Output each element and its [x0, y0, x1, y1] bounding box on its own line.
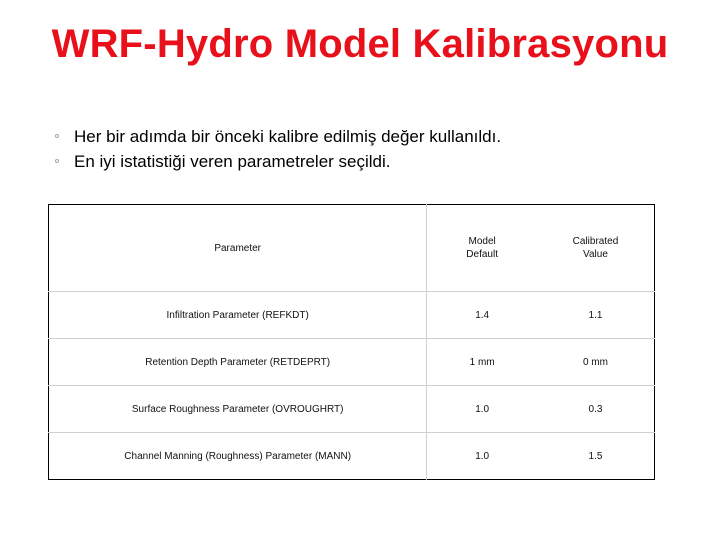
- cell-calibrated-value: 0.3: [537, 386, 655, 433]
- cell-model-default: 1.0: [475, 450, 490, 462]
- slide-title: WRF-Hydro Model Kalibrasyonu: [51, 22, 669, 66]
- cell-parameter: Channel Manning (Roughness) Parameter (MANN): [49, 433, 427, 480]
- bullet-item: [52, 124, 501, 149]
- table-header-row: [49, 205, 655, 292]
- bullet-text: Her bir adımda bir önceki kalibre edilmiş değer kullanıldı.: [74, 127, 502, 146]
- header-model-default: [427, 205, 537, 292]
- table-row: [49, 386, 655, 433]
- cell-calibrated-value: 1.1: [537, 292, 655, 339]
- header-parameter: [49, 205, 427, 292]
- bullet-text: En iyi istatistiği veren parametreler seçildi.: [74, 152, 391, 171]
- header-model-default-label: Model Default: [466, 236, 498, 260]
- bullet-item: [52, 149, 501, 174]
- header-parameter-label: Parameter: [214, 242, 262, 254]
- cell-calibrated-value: 1.5: [588, 450, 603, 462]
- cell-parameter: Infiltration Parameter (REFKDT): [49, 292, 427, 339]
- header-calibrated-value-label: Calibrated Value: [572, 236, 619, 260]
- bullet-circle-icon: [55, 134, 59, 138]
- cell-calibrated-value: 0 mm: [537, 339, 655, 386]
- cell-parameter: Retention Depth Parameter (RETDEPRT): [49, 339, 427, 386]
- cell-model-default: 1.4: [427, 292, 537, 339]
- table-row: [49, 433, 655, 480]
- bullet-list: [52, 124, 501, 174]
- table-row: [49, 292, 655, 339]
- bullet-circle-icon: [55, 159, 59, 163]
- cell-model-default: 1 mm: [427, 339, 537, 386]
- cell-model-default: 1.0: [427, 386, 537, 433]
- parameter-table: [48, 204, 655, 480]
- cell-parameter: Surface Roughness Parameter (OVROUGHRT): [49, 386, 427, 433]
- header-calibrated-value: [537, 205, 655, 292]
- table-row: [49, 339, 655, 386]
